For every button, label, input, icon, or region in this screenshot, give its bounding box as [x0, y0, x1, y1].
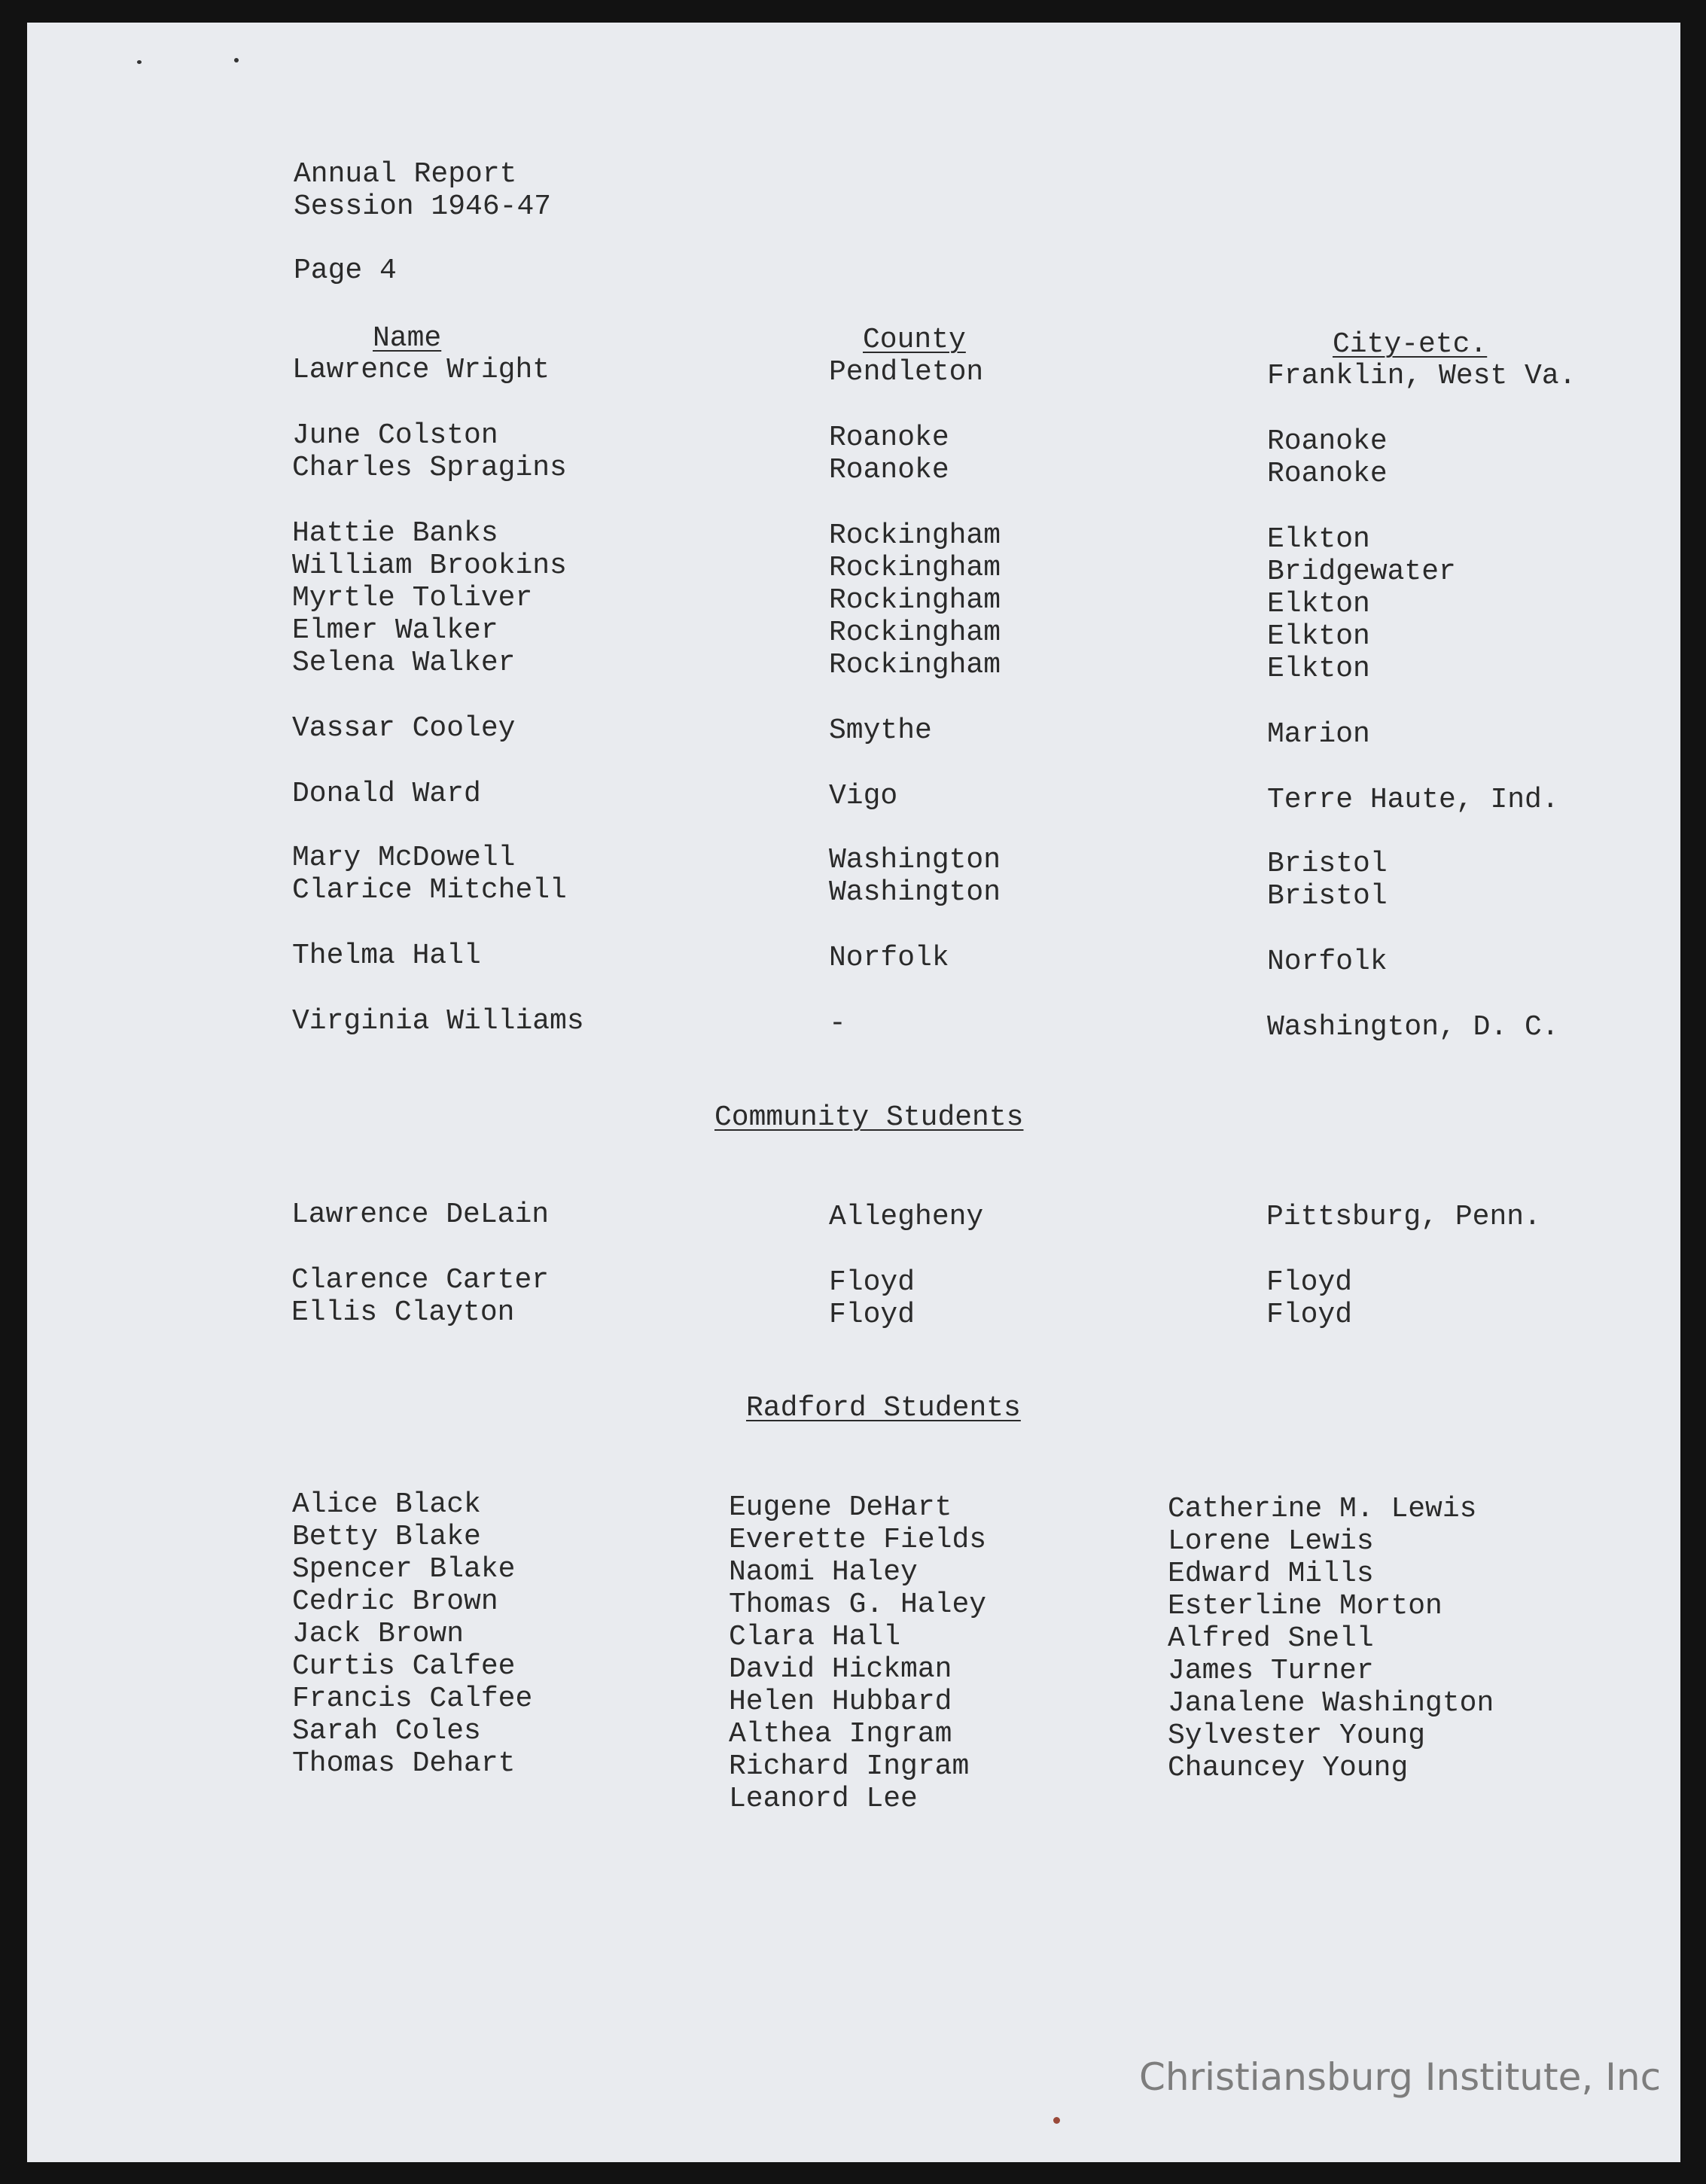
- student-name: Mary McDowell: [292, 842, 516, 874]
- student-city: Bristol: [1267, 848, 1388, 880]
- student-city: Elkton: [1267, 653, 1370, 685]
- student-county: -: [829, 1007, 846, 1040]
- radford-student-name: David Hickman: [729, 1653, 952, 1686]
- student-name: Thelma Hall: [292, 940, 481, 972]
- student-city: Norfolk: [1267, 946, 1388, 978]
- radford-student-name: Alfred Snell: [1168, 1622, 1374, 1655]
- radford-student-name: Betty Blake: [292, 1521, 481, 1553]
- radford-student-name: Sarah Coles: [292, 1715, 481, 1747]
- community-student-county: Allegheny: [829, 1201, 984, 1233]
- student-county: Rockingham: [829, 584, 1001, 617]
- student-name: Elmer Walker: [292, 614, 498, 647]
- student-name: June Colston: [292, 419, 498, 452]
- radford-student-name: Curtis Calfee: [292, 1650, 516, 1683]
- report-title: Annual Report: [294, 158, 517, 190]
- radford-student-name: Helen Hubbard: [729, 1686, 952, 1718]
- community-student-county: Floyd: [829, 1299, 915, 1331]
- radford-student-name: Jack Brown: [292, 1618, 465, 1650]
- radford-student-name: Leanord Lee: [729, 1783, 918, 1815]
- student-county: Washington: [829, 876, 1001, 909]
- radford-student-name: Sylvester Young: [1168, 1719, 1426, 1752]
- radford-student-name: Richard Ingram: [729, 1750, 970, 1783]
- student-name: Donald Ward: [292, 778, 481, 810]
- student-city: Elkton: [1267, 620, 1370, 653]
- student-city: Bristol: [1267, 880, 1388, 912]
- student-city: Franklin, West Va.: [1267, 360, 1577, 392]
- student-city: Washington, D. C.: [1267, 1011, 1559, 1043]
- paper-speck: [234, 58, 239, 62]
- student-county: Rockingham: [829, 552, 1001, 584]
- student-city: Roanoke: [1267, 458, 1388, 490]
- student-name: William Brookins: [292, 550, 567, 582]
- community-student-name: Ellis Clayton: [291, 1296, 515, 1329]
- column-heading-county: County: [863, 324, 966, 356]
- radford-student-name: Esterline Morton: [1168, 1590, 1442, 1622]
- student-name: Vassar Cooley: [292, 712, 516, 745]
- radford-student-name: Thomas Dehart: [292, 1747, 516, 1780]
- student-county: Rockingham: [829, 519, 1001, 552]
- community-students-heading: Community Students: [714, 1101, 1024, 1134]
- student-county: Pendleton: [829, 356, 984, 388]
- student-city: Bridgewater: [1267, 556, 1456, 588]
- student-city: Roanoke: [1267, 425, 1388, 458]
- student-county: Rockingham: [829, 649, 1001, 681]
- radford-student-name: Janalene Washington: [1168, 1687, 1494, 1719]
- radford-student-name: Clara Hall: [729, 1621, 901, 1653]
- student-name: Lawrence Wright: [292, 354, 550, 386]
- community-student-name: Lawrence DeLain: [291, 1199, 550, 1231]
- student-name: Clarice Mitchell: [292, 874, 567, 906]
- radford-student-name: Everette Fields: [729, 1524, 987, 1556]
- radford-student-name: Thomas G. Haley: [729, 1589, 987, 1621]
- student-county: Smythe: [829, 714, 932, 747]
- radford-student-name: Lorene Lewis: [1168, 1525, 1374, 1558]
- student-county: Vigo: [829, 780, 898, 812]
- community-student-city: Floyd: [1266, 1299, 1353, 1331]
- radford-student-name: Eugene DeHart: [729, 1491, 952, 1524]
- student-city: Marion: [1267, 718, 1370, 751]
- radford-student-name: Althea Ingram: [729, 1718, 952, 1750]
- radford-student-name: Chauncey Young: [1168, 1752, 1409, 1784]
- student-name: Hattie Banks: [292, 517, 498, 550]
- student-county: Roanoke: [829, 422, 949, 454]
- page-number: Page 4: [294, 254, 397, 287]
- student-name: Virginia Williams: [292, 1005, 584, 1037]
- student-city: Terre Haute, Ind.: [1267, 784, 1559, 816]
- student-name: Myrtle Toliver: [292, 582, 533, 614]
- student-name: Selena Walker: [292, 647, 516, 679]
- column-heading-city: City-etc.: [1333, 328, 1488, 361]
- student-name: Charles Spragins: [292, 452, 567, 484]
- radford-student-name: Catherine M. Lewis: [1168, 1493, 1477, 1525]
- community-student-county: Floyd: [829, 1266, 915, 1299]
- student-county: Washington: [829, 844, 1001, 876]
- document-page: [27, 23, 1680, 2162]
- radford-student-name: Edward Mills: [1168, 1558, 1374, 1590]
- watermark-text: Christiansburg Institute, Inc: [1139, 2055, 1662, 2099]
- student-city: Elkton: [1267, 588, 1370, 620]
- radford-students-heading: Radford Students: [746, 1392, 1021, 1424]
- student-county: Norfolk: [829, 942, 949, 974]
- paper-speck: [1053, 2117, 1060, 2124]
- student-city: Elkton: [1267, 523, 1370, 556]
- radford-student-name: Cedric Brown: [292, 1585, 498, 1618]
- report-session: Session 1946-47: [294, 190, 552, 223]
- radford-student-name: Alice Black: [292, 1488, 481, 1521]
- radford-student-name: Spencer Blake: [292, 1553, 516, 1585]
- radford-student-name: Francis Calfee: [292, 1683, 533, 1715]
- column-heading-name: Name: [373, 322, 442, 355]
- radford-student-name: James Turner: [1168, 1655, 1374, 1687]
- community-student-city: Pittsburg, Penn.: [1266, 1201, 1541, 1233]
- community-student-city: Floyd: [1266, 1266, 1353, 1299]
- community-student-name: Clarence Carter: [291, 1264, 550, 1296]
- radford-student-name: Naomi Haley: [729, 1556, 918, 1589]
- student-county: Rockingham: [829, 617, 1001, 649]
- paper-speck: [137, 60, 142, 64]
- student-county: Roanoke: [829, 454, 949, 486]
